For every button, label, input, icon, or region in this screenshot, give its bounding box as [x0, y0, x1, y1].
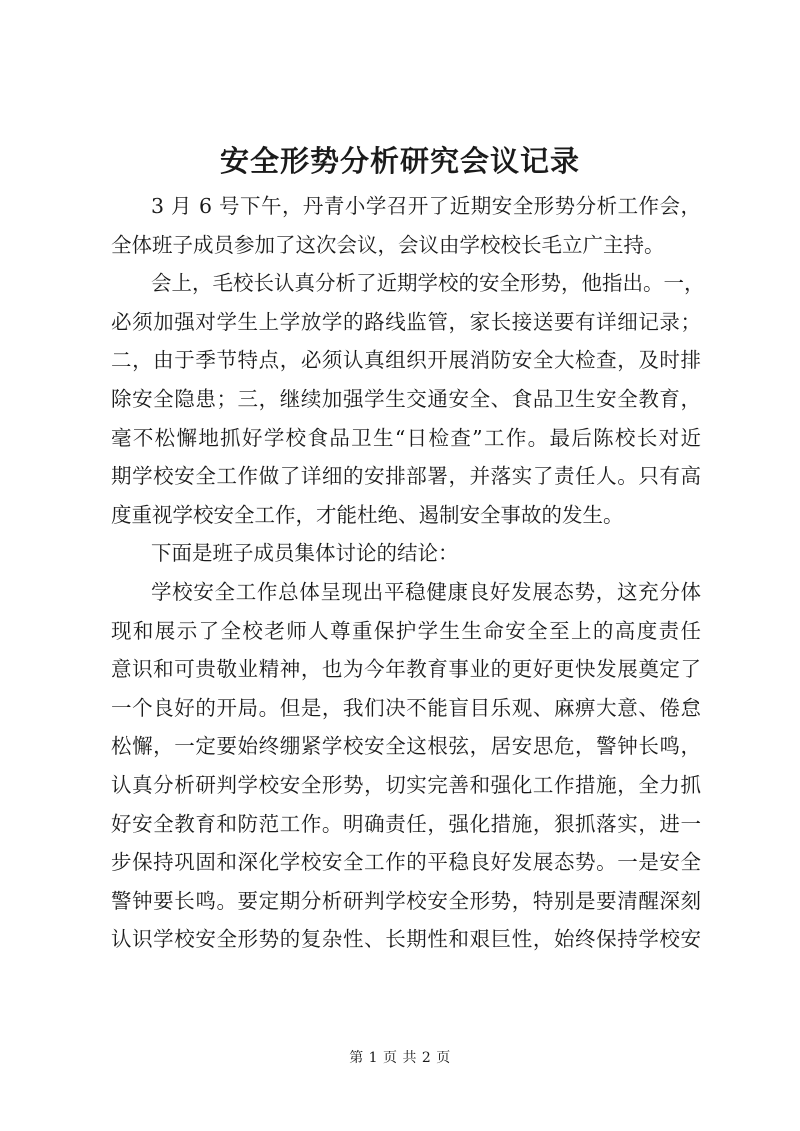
paragraph-2-line-2: 必须加强对学生上学放学的路线监管，家长接送要有详细记录； [111, 309, 701, 334]
paragraph-3-line-1: 下面是班子成员集体讨论的结论： [151, 541, 459, 566]
paragraph-4-line-4: 一个良好的开局。但是，我们决不能盲目乐观、麻痹大意、倦怠 [111, 695, 701, 720]
paragraph-2-line-1: 会上，毛校长认真分析了近期学校的安全形势，他指出。一， [151, 271, 705, 296]
paragraph-4-line-2: 现和展示了全校老师人尊重保护学生生命安全至上的高度责任 [111, 618, 701, 643]
paragraph-2-line-3: 二，由于季节特点，必须认真组织开展消防安全大检查，及时排 [111, 348, 701, 373]
paragraph-1-line-2: 全体班子成员参加了这次会议，会议由学校校长毛立广主持。 [111, 232, 665, 257]
paragraph-4-line-7: 好安全教育和防范工作。明确责任，强化措施，狠抓落实，进一 [111, 811, 701, 836]
paragraph-4-line-6: 认真分析研判学校安全形势，切实完善和强化工作措施，全力抓 [111, 772, 701, 797]
paragraph-4-line-1: 学校安全工作总体呈现出平稳健康良好发展态势，这充分体 [151, 579, 701, 604]
paragraph-1-line-1: 3 月 6 号下午，丹青小学召开了近期安全形势分析工作会， [151, 194, 701, 218]
paragraph-4-line-5: 松懈，一定要始终绷紧学校安全这根弦，居安思危，警钟长鸣， [111, 734, 701, 759]
paragraph-2-line-7: 度重视学校安全工作，才能杜绝、遏制安全事故的发生。 [111, 502, 624, 527]
paragraph-4-line-9: 警钟要长鸣。要定期分析研判学校安全形势，特别是要清醒深刻 [111, 888, 701, 913]
paragraph-4-line-8: 步保持巩固和深化学校安全工作的平稳良好发展态势。一是安全 [111, 850, 701, 875]
document-title: 安全形势分析研究会议记录 [219, 144, 580, 178]
paragraph-2-line-5: 毫不松懈地抓好学校食品卫生“日检查”工作。最后陈校长对近 [111, 425, 701, 450]
document-body [111, 187, 705, 959]
paragraph-2-line-6: 期学校安全工作做了详细的安排部署，并落实了责任人。只有高 [111, 464, 701, 489]
paragraph-4-line-3: 意识和可贵敬业精神，也为今年教育事业的更好更快发展奠定了 [111, 657, 701, 682]
paragraph-2-line-4: 除安全隐患；三，继续加强学生交通安全、食品卫生安全教育， [111, 386, 701, 411]
paragraph-4-line-10: 认识学校安全形势的复杂性、长期性和艰巨性，始终保持学校安 [111, 927, 701, 952]
page-footer: 第 1 页 共 2 页 [349, 1050, 451, 1066]
